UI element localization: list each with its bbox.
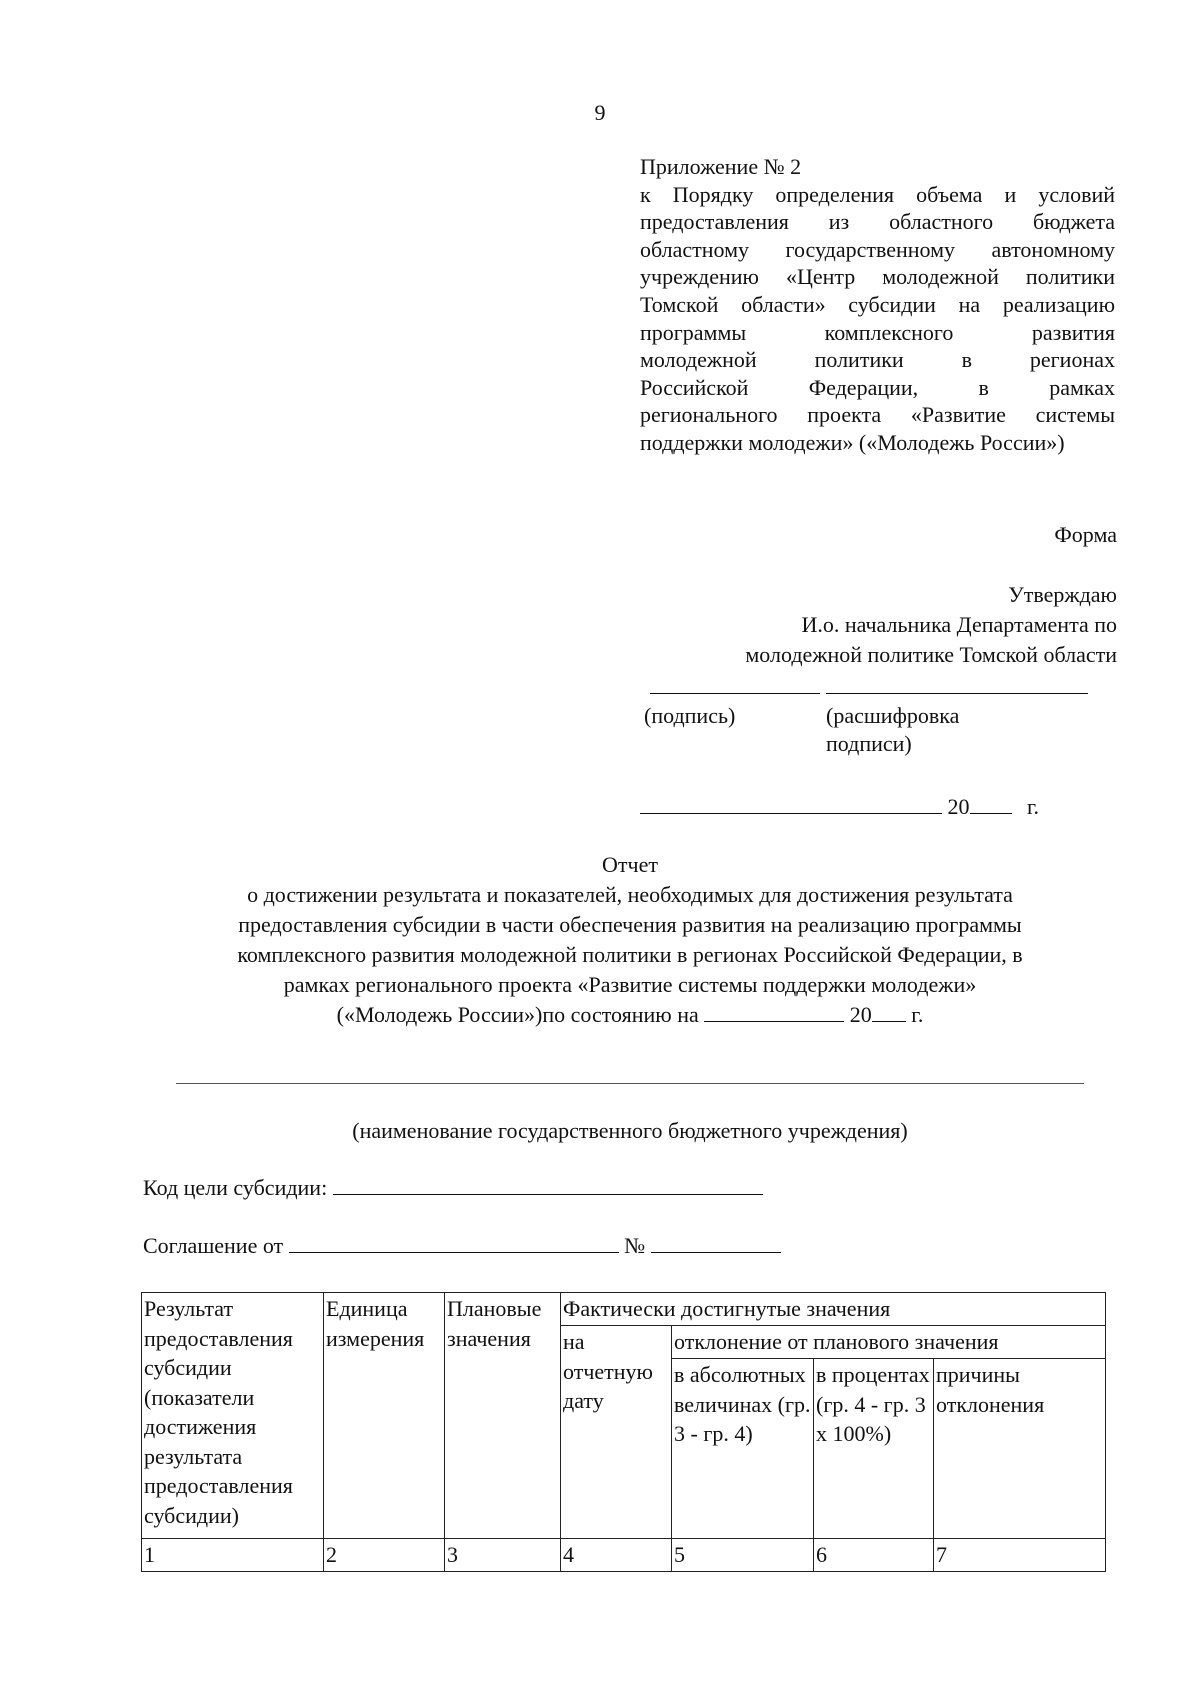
header-unit: Единица измерения xyxy=(324,1293,445,1539)
report-line: о достижении результата и показателей, необходимых для достижения результата xyxy=(247,882,1013,907)
agreement-number-sign: № xyxy=(624,1233,646,1258)
appendix-line: учреждению «Центр молодежной политики xyxy=(640,264,1115,290)
appendix-block xyxy=(640,153,1115,457)
agreement-date-field xyxy=(289,1234,619,1253)
appendix-line: Томской области» субсидии на реализацию xyxy=(640,291,1115,317)
report-year-prefix: 20 xyxy=(849,1002,872,1027)
appendix-line: областному государственному автономному xyxy=(640,236,1115,262)
approval-block xyxy=(745,580,1117,670)
header-reasons: причины отклонения xyxy=(934,1359,1106,1539)
header-absolute: в абсолютных величинах (гр. 3 - гр. 4) xyxy=(672,1359,814,1539)
signature-caption: (подпись) xyxy=(644,703,736,728)
year-prefix: 20 xyxy=(947,794,970,819)
column-number: 4 xyxy=(561,1539,672,1572)
appendix-line: предоставления из областного бюджета xyxy=(640,209,1115,235)
column-number: 5 xyxy=(672,1539,814,1572)
appendix-line: поддержки молодежи» («Молодежь России») xyxy=(640,429,1065,455)
report-year-blank xyxy=(872,1001,906,1022)
approve-word: Утверждаю xyxy=(1008,582,1117,607)
page-number: 9 xyxy=(594,100,606,125)
column-number: 2 xyxy=(324,1539,445,1572)
report-date-blank xyxy=(704,1001,844,1022)
appendix-line: к Порядку определения объема и условий xyxy=(640,181,1115,207)
subsidy-code-label: Код цели субсидии: xyxy=(143,1175,328,1200)
header-planned: Плановые значения xyxy=(445,1293,561,1539)
header-deviation-group: отклонение от планового значения xyxy=(672,1326,1106,1359)
table-row xyxy=(142,1539,1106,1572)
institution-caption: (наименование государственного бюджетного учреждения) xyxy=(352,1118,908,1143)
report-title-block xyxy=(150,850,1110,1030)
report-year-suffix: г. xyxy=(911,1002,924,1027)
appendix-title: Приложение № 2 xyxy=(640,154,802,179)
subsidy-code-field xyxy=(333,1176,763,1195)
report-line: предоставления субсидии в части обеспечения развития на реализацию программы xyxy=(238,912,1022,937)
appendix-line: программы комплексного развития xyxy=(640,319,1115,345)
signature-line xyxy=(650,693,820,694)
report-line: комплексного развития молодежной политики в регионах Российской Федерации, в xyxy=(237,942,1023,967)
agreement-number-field xyxy=(651,1234,781,1253)
report-line: рамках регионального проекта «Развитие системы поддержки молодежи» xyxy=(283,972,977,997)
appendix-line: Российской Федерации, в рамках xyxy=(640,374,1115,400)
column-number: 3 xyxy=(445,1539,561,1572)
header-result: Результат предоставления субсидии (показатели достижения результата предоставления субсидии) xyxy=(142,1293,324,1539)
year-blank xyxy=(970,793,1012,814)
table-header-row xyxy=(142,1293,1106,1326)
column-number: 1 xyxy=(142,1539,324,1572)
approver-position: молодежной политике Томской области xyxy=(745,642,1117,667)
form-label: Форма xyxy=(1054,522,1117,547)
subsidy-code-row xyxy=(143,1175,763,1201)
agreement-row xyxy=(143,1233,781,1259)
report-title: Отчет xyxy=(602,852,658,877)
appendix-line: молодежной политики в регионах xyxy=(640,347,1115,373)
report-line-prefix: («Молодежь России»)по состоянию на xyxy=(336,1002,699,1027)
header-reporting-date: на отчетную дату xyxy=(561,1326,672,1539)
institution-line xyxy=(176,1083,1084,1084)
column-number: 7 xyxy=(934,1539,1106,1572)
decoding-caption: (расшифровка подписи) xyxy=(826,703,960,756)
date-blank xyxy=(640,793,942,814)
appendix-line: регионального проекта «Развитие системы xyxy=(640,402,1115,428)
report-table xyxy=(141,1292,1106,1572)
year-suffix: г. xyxy=(1027,794,1040,819)
column-number: 6 xyxy=(814,1539,934,1572)
header-percent: в процентах (гр. 4 - гр. 3 х 100%) xyxy=(814,1359,934,1539)
approval-date xyxy=(640,793,1039,820)
decoding-line xyxy=(826,693,1088,694)
report-last-line xyxy=(150,1000,1110,1030)
approver-position: И.о. начальника Департамента по xyxy=(801,612,1117,637)
header-actual-group: Фактически достигнутые значения xyxy=(561,1293,1106,1326)
agreement-label: Соглашение от xyxy=(143,1233,284,1258)
